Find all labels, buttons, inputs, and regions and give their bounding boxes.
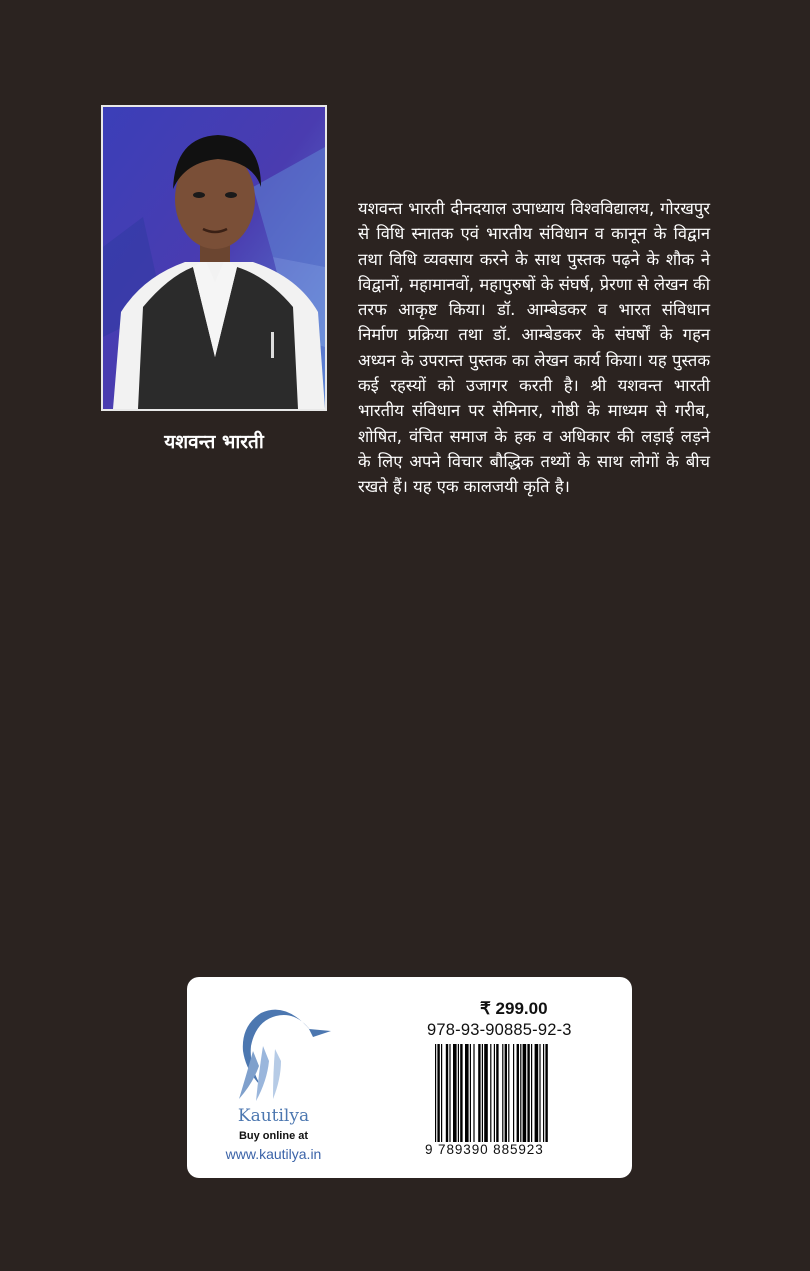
- author-portrait-image: [103, 107, 325, 409]
- barcode-bar: [535, 1044, 539, 1144]
- barcode-bar: [449, 1044, 450, 1144]
- barcode-bar: [543, 1044, 544, 1144]
- barcode-bar: [494, 1044, 495, 1144]
- barcode-bar: [460, 1044, 462, 1144]
- barcode-bar: [490, 1044, 491, 1144]
- back-cover-info-box: [187, 977, 632, 1178]
- barcode-bar: [531, 1044, 532, 1144]
- barcode-bar: [446, 1044, 448, 1144]
- barcode-bar: [513, 1044, 514, 1144]
- barcode-bar: [527, 1044, 529, 1144]
- barcode-bar: [539, 1044, 540, 1144]
- barcode-bar: [545, 1044, 547, 1144]
- barcode-bar: [505, 1044, 507, 1144]
- isbn-number: 978-93-90885-92-3: [427, 1021, 572, 1039]
- barcode-bar: [470, 1044, 471, 1144]
- publisher-block: [201, 991, 361, 1166]
- barcode-bar: [465, 1044, 469, 1144]
- barcode-bar: [435, 1044, 436, 1144]
- barcode-bar: [478, 1044, 480, 1144]
- isbn-barcode: [435, 1044, 593, 1144]
- barcode-bar: [496, 1044, 498, 1144]
- publisher-website-link[interactable]: www.kautilya.in: [225, 1146, 322, 1162]
- barcode-bar: [473, 1044, 474, 1144]
- barcode-bar: [458, 1044, 459, 1144]
- price-label: ₹ 299.00: [480, 999, 548, 1018]
- barcode-bar: [502, 1044, 503, 1144]
- barcode-digits: 9 789390 885923: [425, 1142, 600, 1157]
- barcode-bar: [520, 1044, 521, 1144]
- kautilya-logo-icon: [201, 991, 346, 1106]
- barcode-bar: [441, 1044, 442, 1144]
- author-bio-blurb: यशवन्त भारती दीनदयाल उपाध्याय विश्वविद्यालय, गोरखपुर से विधि स्नातक एवं भारतीय संविधान व कानून के विद्वान तथा विधि व्यवसाय करने के साथ पुस्तक पढ़ने के शौक ने विद्वानों, महामानवों, महापुरुषों के संघर्ष, प्रेरणा से लेखन की तरफ आकृष्ट किया। डॉ. आम्बेडकर व भारत संविधान निर्माण प्रक्रिया तथा डॉ. आम्बेडकर के संघर्षों के गहन अध्यन के उपरान्त पुस्तक का लेखन कार्य किया। यह पुस्तक कई रहस्यों को उजागर करती है। श्री यशवन्त भारती भारतीय संविधान पर सेमिनार, गोष्ठी के माध्यम से गरीब, शोषित, वंचित समाज के हक व अधिकार की लड़ाई लड़ने के लिए अपने विचार बौद्धिक तथ्यों के साथ लोगों के बीच रखते हैं। यह एक कालजयी कृति है।: [358, 199, 710, 497]
- buy-online-label: Buy online at: [238, 1130, 309, 1142]
- barcode-bar: [517, 1044, 519, 1144]
- barcode-bar: [484, 1044, 488, 1144]
- barcode-bar: [523, 1044, 527, 1144]
- barcode-bar: [508, 1044, 509, 1144]
- barcode-bar: [482, 1044, 483, 1144]
- author-photo: [101, 105, 327, 411]
- barcode-bar: [453, 1044, 457, 1144]
- author-name-caption: यशवन्त भारती: [164, 431, 264, 453]
- barcode-bar: [437, 1044, 439, 1144]
- publisher-name: Kautilya: [237, 1106, 310, 1126]
